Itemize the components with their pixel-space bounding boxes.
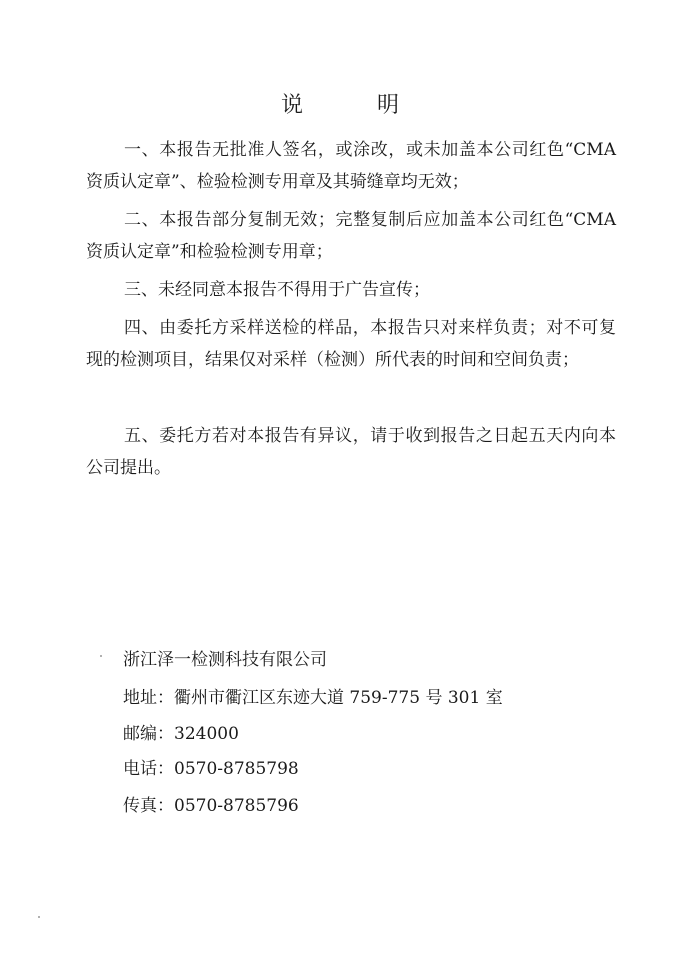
page-title: 说 明 bbox=[280, 93, 425, 118]
phone-value: 0570-8785798 bbox=[174, 759, 299, 779]
fax-label: 传真： bbox=[123, 796, 174, 816]
clause-5: 五、委托方若对本报告有异议，请于收到报告之日起五天内向本公司提出。 bbox=[86, 426, 616, 478]
address-value: 衢州市衢江区东迹大道 759-775 号 301 室 bbox=[174, 688, 503, 708]
clause-1: 一、本报告无批准人签名，或涂改，或未加盖本公司红色“CMA资质认定章”、检验检测专用章及其骑缝章均无效； bbox=[86, 140, 616, 192]
address-line bbox=[123, 686, 503, 710]
clause-2: 二、本报告部分复制无效；完整复制后应加盖本公司红色“CMA 资质认定章”和检验检测专用章； bbox=[86, 210, 616, 262]
company-name: 浙江泽一检测科技有限公司 bbox=[123, 650, 327, 670]
phone-line bbox=[123, 757, 299, 781]
fax-line bbox=[123, 794, 299, 818]
fax-value: 0570-8785796 bbox=[174, 796, 299, 816]
scan-speck bbox=[100, 655, 102, 657]
clause-4: 四、由委托方采样送检的样品，本报告只对来样负责；对不可复现的检测项目，结果仅对采样（检测）所代表的时间和空间负责； bbox=[86, 318, 616, 370]
postcode-value: 324000 bbox=[174, 724, 239, 744]
address-label: 地址： bbox=[123, 688, 174, 708]
scan-speck bbox=[38, 916, 40, 918]
clause-3: 三、未经同意本报告不得用于广告宣传； bbox=[124, 280, 430, 300]
phone-label: 电话： bbox=[123, 759, 174, 779]
postcode-line bbox=[123, 722, 239, 746]
postcode-label: 邮编： bbox=[123, 724, 174, 744]
